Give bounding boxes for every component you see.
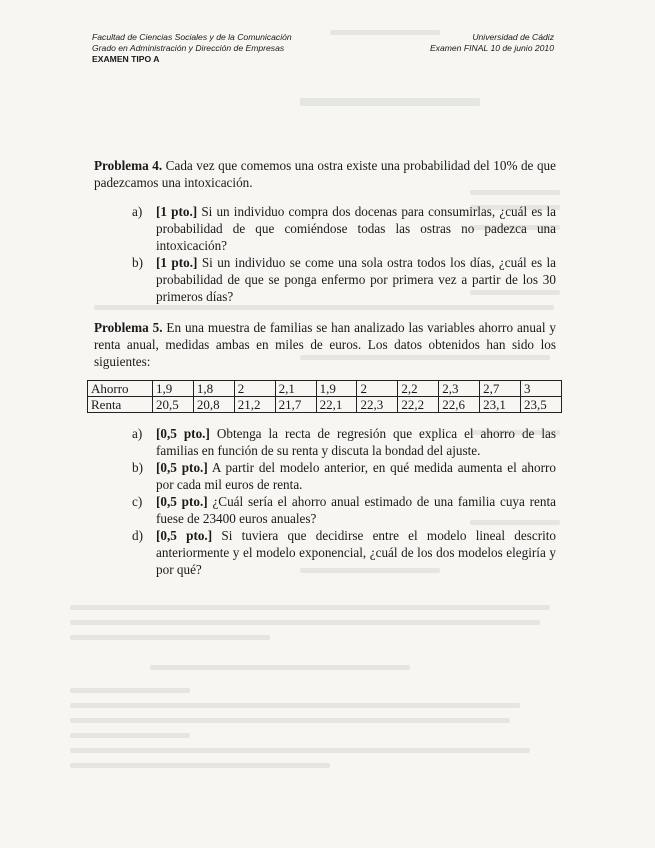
item-text: A partir del modelo anterior, en qué medida aumenta el ahorro por cada mil euros de renta. — [156, 460, 556, 492]
table-cell: 1,8 — [193, 381, 234, 397]
header-left — [92, 32, 292, 65]
table-cell: 22,3 — [357, 397, 398, 413]
table-cell: 1,9 — [153, 381, 194, 397]
data-table — [87, 380, 562, 413]
item-label: b) — [132, 460, 143, 475]
problem5-title: Problema 5. — [94, 320, 163, 335]
table-cell: 23,1 — [480, 397, 521, 413]
item-label: c) — [132, 494, 143, 509]
problem4-intro — [94, 157, 556, 191]
problem5-item-d — [132, 527, 556, 578]
problem4-items — [132, 203, 556, 305]
item-label: d) — [132, 528, 143, 543]
degree-name: Grado en Administración y Dirección de Empresas — [92, 43, 285, 53]
table-cell: 21,2 — [234, 397, 275, 413]
table-cell: 22,1 — [316, 397, 357, 413]
row-label: Ahorro — [88, 381, 153, 397]
table-row-ahorro — [88, 381, 562, 397]
problem5-item-c — [132, 493, 556, 527]
item-text: ¿Cuál sería el ahorro anual estimado de una familia cuya renta fuese de 23400 euros anuales? — [156, 494, 557, 526]
item-text: Si tuviera que decidirse entre el modelo lineal descrito anteriormente y el modelo exponencial, ¿cuál de los dos modelos elegiría y por qué? — [156, 528, 557, 577]
table-cell: 2,2 — [398, 381, 439, 397]
problem4-title: Problema 4. — [94, 158, 163, 173]
table-cell: 1,9 — [316, 381, 357, 397]
table-cell: 20,8 — [193, 397, 234, 413]
table-cell: 2 — [234, 381, 275, 397]
problem5-items — [132, 425, 556, 578]
problem4-item-a — [132, 203, 556, 254]
table-cell: 21,7 — [275, 397, 316, 413]
table-row-renta — [88, 397, 562, 413]
table-cell: 22,6 — [439, 397, 480, 413]
problem5-item-b — [132, 459, 556, 493]
item-text: Si un individuo se come una sola ostra todos los días, ¿cuál es la probabilidad de que se ponga enfermo por primera vez a partir de los 30 primeros días? — [156, 255, 557, 304]
problem5-intro — [94, 319, 556, 370]
item-text: Si un individuo compra dos docenas para consumirlas, ¿cuál es la probabilidad de que comiéndose todas las ostras no padezca una intoxicación? — [156, 204, 556, 253]
table-cell: 2,1 — [275, 381, 316, 397]
item-text: Obtenga la recta de regresión que explica el ahorro de las familias en función de su renta y discuta la bondad del ajuste. — [156, 426, 557, 458]
item-label: b) — [132, 255, 143, 270]
table-cell: 20,5 — [153, 397, 194, 413]
table-cell: 2,7 — [480, 381, 521, 397]
item-label: a) — [132, 426, 143, 441]
item-points: [0,5 pto.] — [156, 426, 210, 441]
item-points: [0,5 pto.] — [156, 460, 208, 475]
problem5-text: En una muestra de familias se han analizado las variables ahorro anual y renta anual, medidas ambas en miles de euros. Los datos obtenidos han sido los siguientes: — [94, 320, 556, 369]
exam-date: Examen FINAL 10 de junio 2010 — [429, 43, 554, 53]
problem4-text: Cada vez que comemos una ostra existe una probabilidad del 10% de que padezcamos una intoxicación. — [94, 158, 556, 190]
university-name: Universidad de Cádiz — [472, 32, 554, 42]
item-points: [0,5 pto.] — [156, 528, 213, 543]
header-right — [430, 32, 554, 54]
table-cell: 2 — [357, 381, 398, 397]
item-points: [1 pto.] — [156, 255, 198, 270]
row-label: Renta — [88, 397, 153, 413]
exam-type: EXAMEN TIPO A — [92, 54, 160, 64]
table-cell: 23,5 — [521, 397, 562, 413]
item-label: a) — [132, 204, 143, 219]
faculty-name: Facultad de Ciencias Sociales y de la Comunicación — [92, 32, 292, 42]
table-cell: 22,2 — [398, 397, 439, 413]
table-cell: 2,3 — [439, 381, 480, 397]
problem5-item-a — [132, 425, 556, 459]
problem4-item-b — [132, 254, 556, 305]
table-cell: 3 — [521, 381, 562, 397]
item-points: [1 pto.] — [156, 204, 198, 219]
item-points: [0,5 pto.] — [156, 494, 208, 509]
